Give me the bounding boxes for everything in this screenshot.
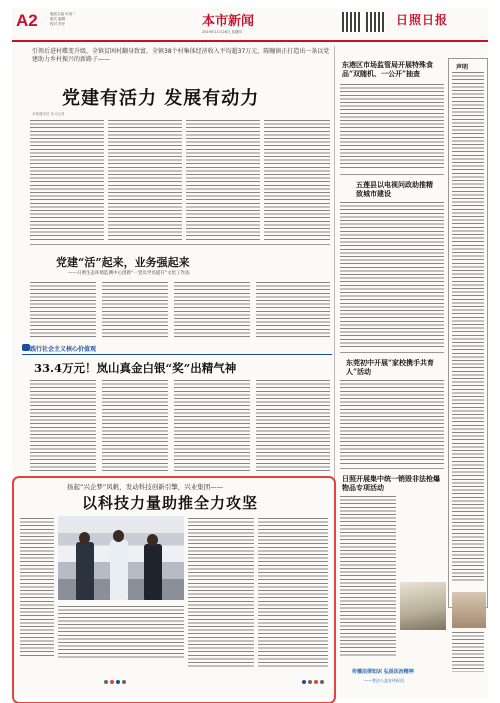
highlight-body-column (20, 518, 54, 658)
lead-body-column (264, 120, 330, 240)
issue-date: 2019年11月28日 星期四 (202, 30, 242, 34)
header-meta-line: 版式 编辑 (50, 17, 66, 21)
lead-body-column (30, 120, 104, 240)
right-story-headline: 五莲县以电视问政助推精致城市建设 (356, 180, 433, 198)
right-story-headline: 日照开展集中统一销毁非法枪爆物品专项活动 (342, 474, 440, 492)
highlight-body-column (258, 518, 328, 668)
header-meta-line: 校对 责任 (50, 22, 66, 26)
dot (302, 680, 306, 684)
sub-headline: 党建“活”起来，业务强起来 (56, 256, 190, 269)
notice-body (452, 632, 484, 672)
lead-byline: 本报通讯员 实习记者 (32, 112, 65, 116)
section-tag: 践行社会主义核心价值观 (30, 346, 97, 353)
person-head (147, 534, 158, 546)
sub-body-column (102, 282, 168, 338)
dot (110, 680, 114, 684)
masthead (12, 8, 488, 42)
section-title: 本市新闻 (202, 14, 255, 29)
person-head (79, 532, 90, 544)
qr-code-icon (342, 12, 362, 32)
highlight-body-column (58, 606, 184, 658)
person-figure (76, 542, 94, 600)
paper-logo: 日照日报 (396, 13, 449, 27)
dot (116, 680, 120, 684)
award-body-column (174, 380, 250, 472)
lab-photo (58, 516, 184, 600)
award-headline: 33.4万元！岚山真金白银“奖”出精气神 (34, 361, 237, 375)
lead-kicker: 引领后进村蝶变升级，全镇贫困村翻身致富，全镇38个村集体经济收入平均超37万元，陈疃镇正打造出一条以党建助力乡村振兴的新路子—— (32, 48, 330, 63)
highlight-body-column (188, 518, 254, 668)
award-body-column (102, 380, 168, 472)
header-meta-line: 版面主编 叶成二 (50, 12, 76, 16)
section-tag-icon (22, 344, 30, 351)
divider (340, 468, 444, 469)
page-number: A2 (16, 11, 38, 30)
sub-body-column (174, 282, 250, 338)
right-story-headline: 东莞初中开展“家校携手共育人”活动 (346, 358, 435, 376)
portrait-photo (452, 592, 486, 628)
lead-headline: 党建有活力 发展有动力 (62, 88, 260, 109)
sub-body-column (30, 282, 96, 338)
lead-body-column (108, 120, 182, 240)
dot (320, 680, 324, 684)
highlight-headline: 以科技力量助推全力攻坚 (82, 494, 259, 512)
sub-kicker: ——日照生态环境监测中心创新“一党员学员提升”文化工作法 (68, 271, 190, 276)
right-story-body (340, 380, 444, 464)
dot (104, 680, 108, 684)
sub-body-column (256, 282, 330, 338)
newspaper-page (12, 8, 488, 698)
header-meta (50, 12, 120, 27)
dot (122, 680, 126, 684)
banner-slogan: 传播法律知识 弘扬法治精神 (352, 669, 414, 675)
right-story-body (340, 202, 444, 348)
banner-subtitle: ——普法公益宣传标语 (364, 678, 404, 683)
dot (314, 680, 318, 684)
divider (340, 352, 444, 353)
pagination-dots (302, 680, 324, 684)
right-story-body (340, 84, 444, 170)
person-figure (110, 540, 128, 600)
highlight-kicker: 扬起“兴企梦”风帆，发动科技创新引擎，兴业集团—— (67, 483, 224, 491)
pagination-dots (104, 680, 126, 684)
story-photo (400, 582, 446, 630)
divider (22, 354, 332, 355)
person-head (113, 530, 124, 542)
divider (340, 174, 444, 175)
right-story-headline: 东港区市场监管局开展特殊食品“双随机、一公开”抽查 (342, 60, 433, 78)
award-body-column (30, 380, 96, 472)
right-story-body (340, 496, 396, 656)
qr-code-icon (366, 12, 386, 32)
divider (30, 244, 330, 245)
notice-title: 声明 (456, 64, 469, 71)
award-body-column (256, 380, 330, 472)
lead-body-column (186, 120, 260, 240)
person-figure (144, 544, 162, 600)
notice-body (452, 72, 484, 582)
dot (308, 680, 312, 684)
